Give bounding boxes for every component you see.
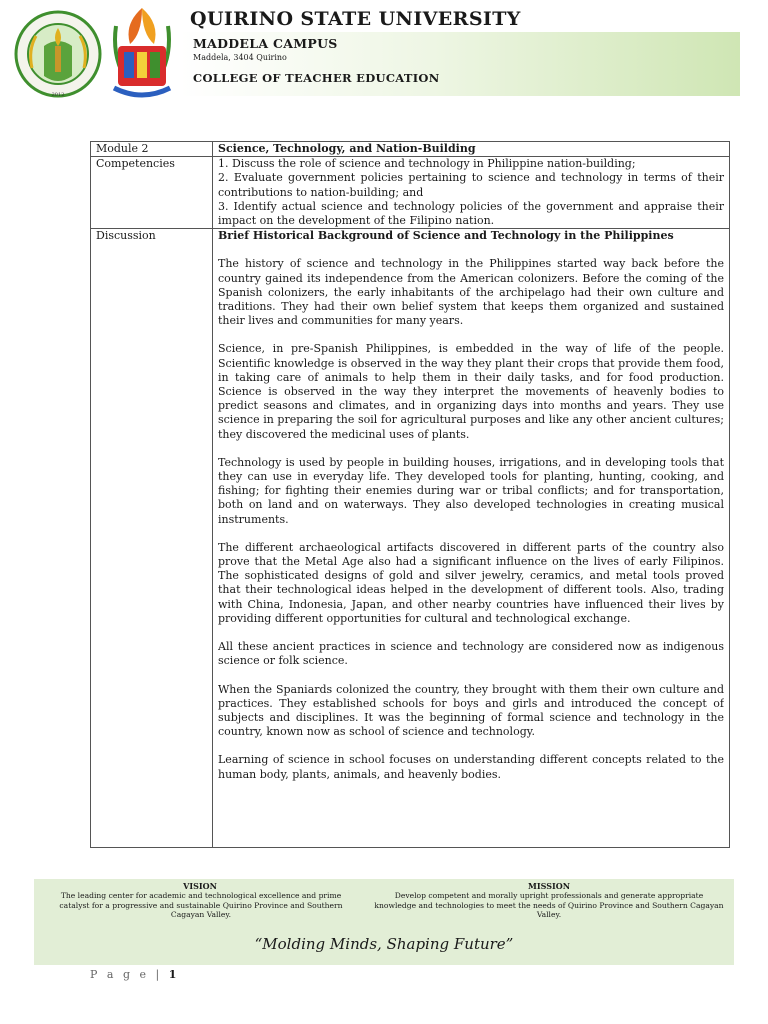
page-header	[0, 0, 768, 110]
campus-address: Maddela, 3404 Quirino	[193, 53, 287, 62]
university-name: QUIRINO STATE UNIVERSITY	[190, 8, 521, 30]
module-label: Module 2	[91, 142, 213, 157]
college-name: COLLEGE OF TEACHER EDUCATION	[193, 71, 440, 85]
module-table	[90, 141, 730, 848]
discussion-paragraph: The history of science and technology in the Philippines started way back before the country gained its independence from the American colonizers. Before the coming of the Spanish colonizers, the early inhabitants of the archipelago had their own culture and traditions. They had their own belief system that keeps them organized and sustained their lives and communities for many years.	[218, 257, 724, 328]
discussion-content	[213, 229, 730, 848]
competencies-list	[213, 157, 730, 229]
discussion-paragraph: When the Spaniards colonized the country, they brought with them their own culture and practices. They established schools for boys and girls and introduced the concept of subjects and disciplines. It was the beginning of formal science and technology in the country, known now as school of science and technology.	[218, 682, 724, 739]
discussion-heading: Brief Historical Background of Science and Technology in the Philippines	[218, 229, 674, 243]
page-number	[90, 968, 176, 981]
discussion-paragraph: All these ancient practices in science and technology are considered now as indigenous science or folk science.	[218, 640, 724, 668]
discussion-paragraph: Science, in pre-Spanish Philippines, is embedded in the way of life of the people. Scientific knowledge is observed in the way they plant their crops that provide them food, in taking care of animals to help them in their daily tasks, and for food production. Science is observed in the way they interpret the movements of heavenly bodies to predict seasons and climates, and in organizing days into months and years. They use science in preparing the soil for agricultural purposes and like any other ancient cultures; they discovered the medicinal uses of plants.	[218, 342, 724, 441]
competency-item: 2. Evaluate government policies pertaining to science and technology in terms of their contributions to nation-building; and	[218, 171, 724, 199]
discussion-paragraph: Technology is used by people in building houses, irrigations, and in developing tools that they can use in everyday life. They developed tools for planting, hunting, cooking, and fishing; for fighting their enemies during war or tribal conflicts; and for transportation, both on land and on waterways. They also developed technologies in creating musical instruments.	[218, 455, 724, 526]
campus-name: MADDELA CAMPUS	[193, 36, 338, 51]
seal-year-text: 2012	[51, 92, 65, 98]
competency-item: 1. Discuss the role of science and technology in Philippine nation-building;	[218, 157, 636, 171]
competencies-label: Competencies	[91, 157, 213, 229]
competencies-row	[91, 157, 730, 229]
discussion-label: Discussion	[91, 229, 213, 848]
motto: “Molding Minds, Shaping Future”	[254, 935, 514, 953]
discussion-row	[91, 229, 730, 848]
competency-item: 3. Identify actual science and technology policies of the government and appraise their impact on the development of the Filipino nation.	[218, 199, 724, 228]
footer-vision-mission	[34, 879, 734, 965]
vision-title: VISION	[183, 881, 217, 891]
mission-text: Develop competent and morally upright professionals and generate appropriate knowledge and technologies to meet the needs of Quirino Province and Southern Cagayan Valley.	[374, 891, 724, 920]
module-title: Science, Technology, and Nation-Building	[213, 142, 730, 157]
vision-text: The leading center for academic and technological excellence and prime catalyst for a progressive and sustainable Quirino Province and Southern Cagayan Valley.	[59, 891, 343, 920]
university-seal-logo	[14, 6, 102, 102]
college-logo	[104, 4, 180, 104]
page-number-value: 1	[168, 968, 177, 981]
page-label: P a g e |	[90, 968, 163, 981]
discussion-paragraph: The different archaeological artifacts discovered in different parts of the country also prove that the Metal Age also had a significant influence on the lives of early Filipinos. The sophisticated designs of gold and silver jewelry, ceramics, and metal tools proved that their technological ideas helped in the development of different tools. Also, trading with China, Indonesia, Japan, and other nearby countries have influenced their lives by providing different opportunities for cultural and technological exchange.	[218, 540, 724, 625]
discussion-paragraph: Learning of science in school focuses on understanding different concepts related to the human body, plants, animals, and heavenly bodies.	[218, 753, 724, 781]
module-row	[91, 142, 730, 157]
mission-title: MISSION	[528, 881, 570, 891]
